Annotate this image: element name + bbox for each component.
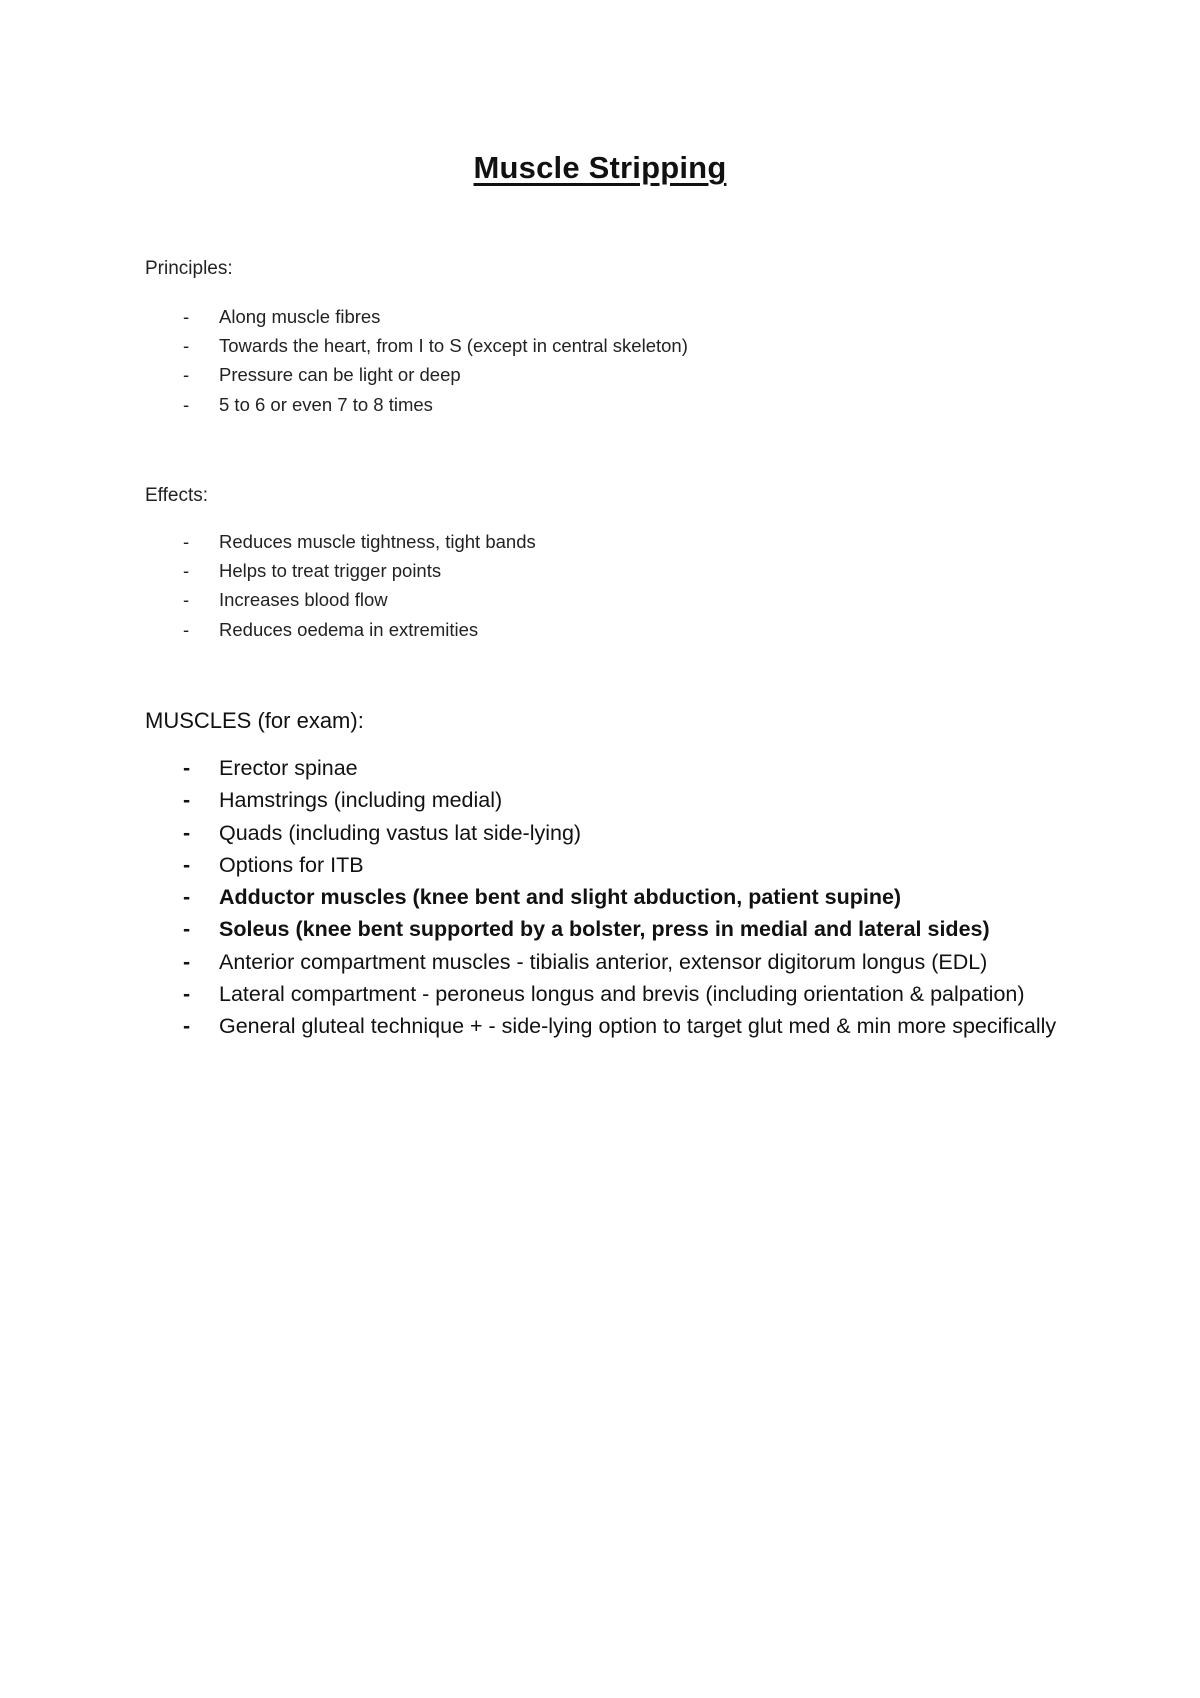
bullet-dash: - (183, 531, 190, 552)
list-item: - Helps to treat trigger points (145, 556, 536, 585)
list-item: - 5 to 6 or even 7 to 8 times (145, 390, 688, 419)
list-item: - General gluteal technique + - side-lying option to target glut med & min more specifically (145, 1010, 1059, 1042)
bullet-dash: - (183, 589, 190, 611)
list-item: - Options for ITB (145, 849, 1059, 881)
list-item: - Hamstrings (including medial) (145, 784, 1059, 816)
bullet-dash: - (183, 335, 190, 357)
effects-list (145, 527, 536, 644)
principles-heading: Principles: (145, 258, 233, 279)
list-item: - Lateral compartment - peroneus longus and brevis (including orientation & palpation) (145, 978, 1059, 1010)
bullet-dash: - (183, 1014, 191, 1039)
bullet-dash: - (183, 820, 191, 845)
list-item: - Erector spinae (145, 752, 1059, 784)
list-item: - Pressure can be light or deep (145, 360, 688, 389)
bullet-dash: - (183, 949, 191, 974)
effects-heading: Effects: (145, 485, 209, 506)
bullet-dash: - (183, 917, 191, 942)
bullet-dash: - (183, 618, 190, 640)
page-title: Muscle Stripping (473, 150, 727, 185)
bullet-dash: - (183, 306, 190, 327)
bullet-dash: - (183, 393, 190, 415)
list-item: - Anterior compartment muscles - tibialis anterior, extensor digitorum longus (EDL) (145, 946, 1059, 978)
list-item: - Soleus (knee bent supported by a bolster, press in medial and lateral sides) (145, 913, 1059, 945)
bullet-dash: - (183, 982, 191, 1007)
muscles-heading: MUSCLES (for exam): (145, 708, 364, 733)
principles-list (145, 302, 688, 419)
bullet-dash: - (183, 560, 190, 582)
bullet-dash: - (183, 885, 191, 910)
list-item: - Towards the heart, from I to S (except in central skeleton) (145, 331, 688, 360)
list-item: - Quads (including vastus lat side-lying) (145, 817, 1059, 849)
list-item: - Adductor muscles (knee bent and slight abduction, patient supine) (145, 881, 1059, 913)
list-item: - Along muscle fibres (145, 302, 688, 331)
bullet-dash: - (183, 852, 191, 877)
bullet-dash: - (183, 788, 191, 813)
muscles-list (145, 752, 1059, 1043)
list-item: - Reduces muscle tightness, tight bands (145, 527, 536, 556)
list-item: - Increases blood flow (145, 585, 536, 614)
bullet-dash: - (183, 364, 190, 386)
bullet-dash: - (183, 756, 191, 780)
list-item: - Reduces oedema in extremities (145, 615, 536, 644)
